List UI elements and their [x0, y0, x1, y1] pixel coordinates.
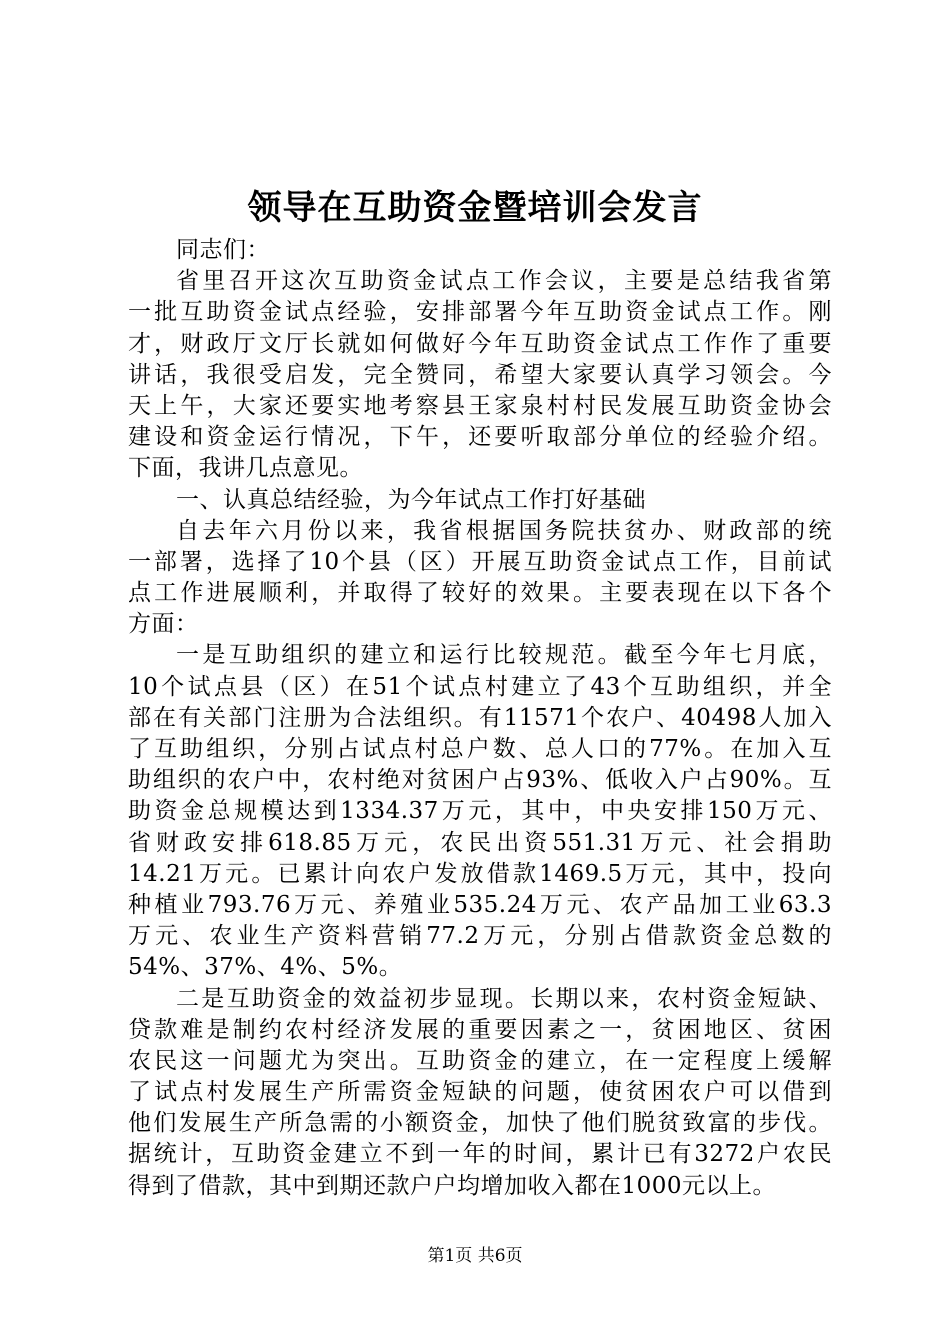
paragraph-line: 14.21万元。已累计向农户发放借款1469.5万元，其中，投向 — [128, 860, 832, 887]
paragraph-line: 他们发展生产所急需的小额资金，加快了他们脱贫致富的步伐。 — [128, 1110, 832, 1137]
document-title: 领导在互助资金暨培训会发言 — [247, 188, 703, 228]
paragraph-line: 助组织的农户中，农村绝对贫困户占93%、低收入户占90%。互 — [128, 767, 832, 794]
paragraph-line: 方面： — [128, 611, 199, 638]
paragraph-line: 讲话，我很受启发，完全赞同，希望大家要认真学习领会。今 — [128, 361, 832, 388]
paragraph-line: 省里召开这次互助资金试点工作会议，主要是总结我省第 — [176, 268, 832, 295]
paragraph-line: 了试点村发展生产所需资金短缺的问题，使贫困农户可以借到 — [128, 1079, 832, 1106]
paragraph-line: 54%、37%、4%、5%。 — [128, 954, 403, 981]
paragraph-line: 贷款难是制约农村经济发展的重要因素之一，贫困地区、贫困 — [128, 1016, 832, 1043]
paragraph-line: 据统计，互助资金建立不到一年的时间，累计已有3272户农民 — [128, 1141, 832, 1168]
paragraph-line: 得到了借款，其中到期还款户户均增加收入都在1000元以上。 — [128, 1172, 777, 1199]
section-heading: 一、认真总结经验，为今年试点工作打好基础 — [176, 486, 646, 513]
paragraph-line: 一批互助资金试点经验，安排部署今年互助资金试点工作。刚 — [128, 299, 832, 326]
paragraph-line: 10个试点县（区）在51个试点村建立了43个互助组织，并全 — [128, 673, 832, 700]
page-number-footer: 第1页 共6页 — [427, 1246, 523, 1266]
paragraph-line: 一是互助组织的建立和运行比较规范。截至今年七月底， — [176, 642, 832, 669]
paragraph-line: 助资金总规模达到1334.37万元，其中，中央安排150万元、 — [128, 798, 832, 825]
paragraph-line: 二是互助资金的效益初步显现。长期以来，农村资金短缺、 — [176, 985, 832, 1012]
paragraph-line: 万元、农业生产资料营销77.2万元，分别占借款资金总数的 — [128, 923, 832, 950]
paragraph-line: 才，财政厅文厅长就如何做好今年互助资金试点工作作了重要 — [128, 330, 832, 357]
paragraph-line: 部在有关部门注册为合法组织。有11571个农户、40498人加入 — [128, 704, 832, 731]
paragraph-line: 农民这一问题尤为突出。互助资金的建立，在一定程度上缓解 — [128, 1047, 832, 1074]
paragraph-line: 自去年六月份以来，我省根据国务院扶贫办、财政部的统 — [176, 517, 832, 544]
salutation-line: 同志们： — [176, 237, 270, 263]
paragraph-line: 点工作进展顺利，并取得了较好的效果。主要表现在以下各个 — [128, 580, 832, 607]
paragraph-line: 一部署，选择了10个县（区）开展互助资金试点工作，目前试 — [128, 548, 832, 575]
paragraph-line: 建设和资金运行情况，下午，还要听取部分单位的经验介绍。 — [128, 424, 832, 451]
paragraph-line: 省财政安排618.85万元，农民出资551.31万元、社会捐助 — [128, 829, 832, 856]
paragraph-line: 种植业793.76万元、养殖业535.24万元、农产品加工业63.3 — [128, 891, 832, 918]
document-body — [128, 235, 832, 1202]
paragraph-line: 下面，我讲几点意见。 — [128, 455, 363, 482]
paragraph-line: 天上午，大家还要实地考察县王家泉村村民发展互助资金协会 — [128, 392, 832, 419]
paragraph-line: 了互助组织，分别占试点村总户数、总人口的77%。在加入互 — [128, 736, 832, 762]
